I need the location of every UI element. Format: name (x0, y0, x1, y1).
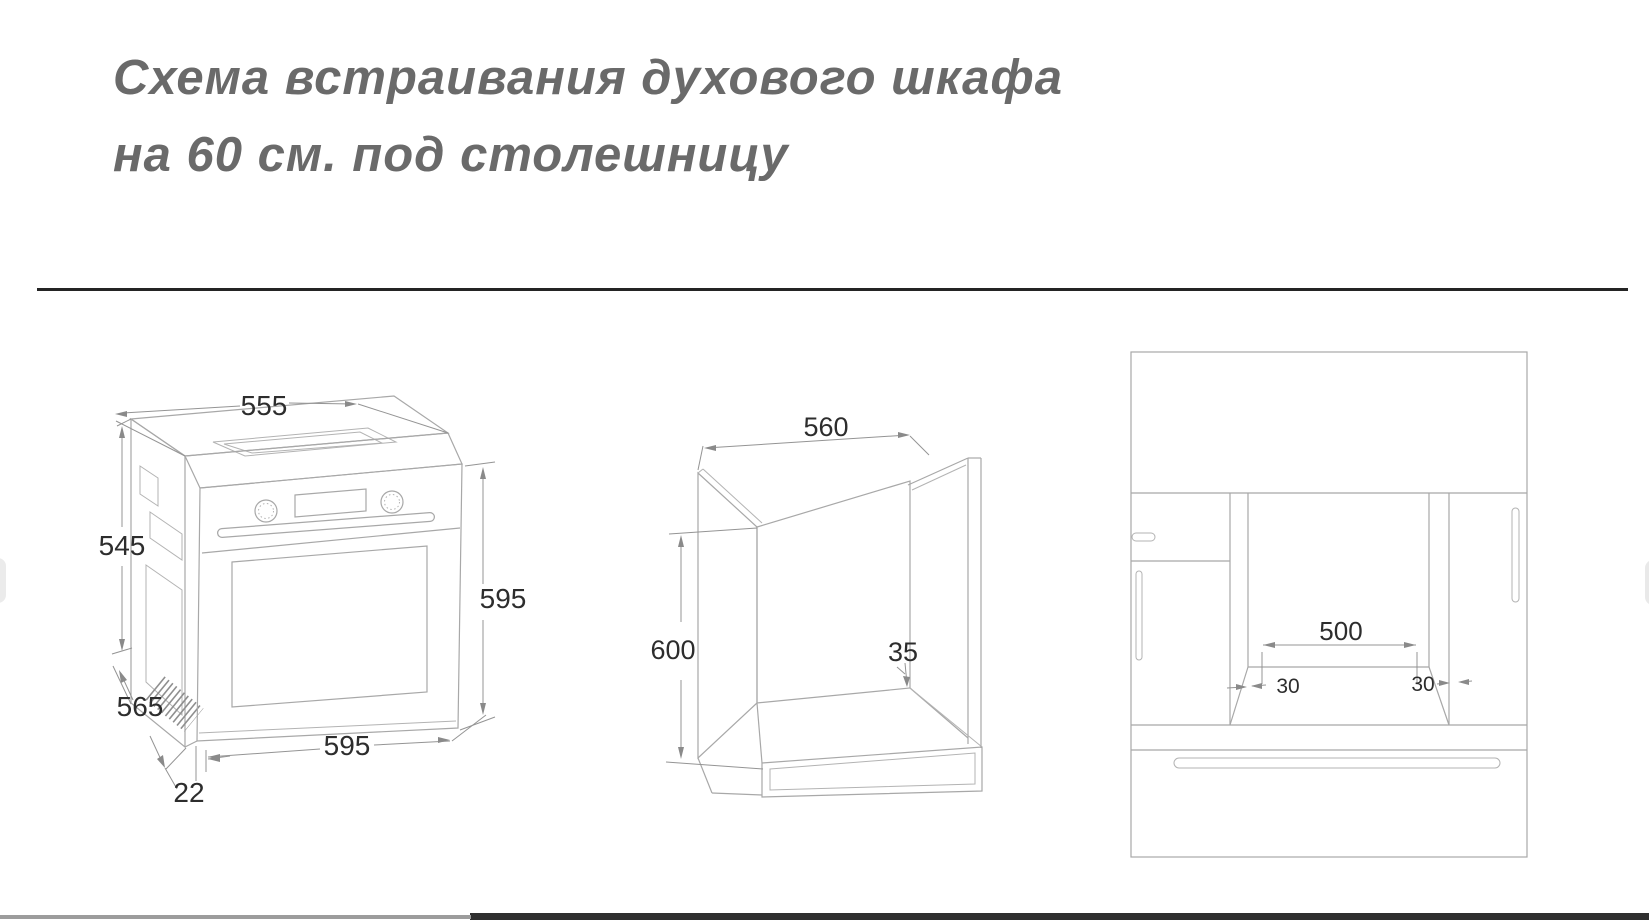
dim-label-niche-height: 600 (650, 635, 696, 665)
niche-dimensions (650, 412, 929, 769)
dim-label-vent-width: 500 (1319, 616, 1363, 646)
installed-front-view (1131, 352, 1527, 857)
oven-handle (222, 517, 430, 533)
dim-label-oven-door-offset: 22 (173, 777, 205, 808)
dim-label-oven-top-width: 555 (240, 390, 288, 421)
bottom-oven-handle (1174, 758, 1500, 768)
cabinet-handle-right (1512, 508, 1519, 602)
dim-label-niche-rear-gap: 35 (887, 637, 919, 667)
page-title-line2: на 60 см. под столешницу (113, 128, 789, 182)
horizontal-scrollbar-thumb[interactable] (470, 913, 1649, 920)
carousel-next-button[interactable] (1645, 560, 1649, 605)
dim-label-side-gap-left: 30 (1276, 675, 1300, 698)
cabinet-handle-left (1136, 571, 1142, 660)
carousel-prev-button[interactable] (0, 558, 6, 603)
dim-label-oven-depth: 565 (116, 691, 164, 722)
cabinet-handle-small (1132, 533, 1155, 541)
niche-3d-view (698, 458, 982, 797)
dim-label-oven-front-width: 595 (323, 730, 371, 761)
horizontal-scrollbar-track[interactable] (0, 915, 471, 919)
dim-label-niche-width: 560 (803, 412, 849, 442)
oven-3d-view (131, 396, 462, 747)
dim-label-side-gap-right: 30 (1411, 673, 1435, 696)
page-title-line1: Схема встраивания духового шкафа (113, 51, 1064, 105)
oven-knob-right (381, 491, 403, 513)
dim-label-oven-body-height: 545 (98, 530, 146, 561)
oven-dimensions (99, 390, 527, 808)
oven-knob-left (255, 500, 277, 522)
dim-label-oven-front-height: 595 (479, 583, 527, 614)
